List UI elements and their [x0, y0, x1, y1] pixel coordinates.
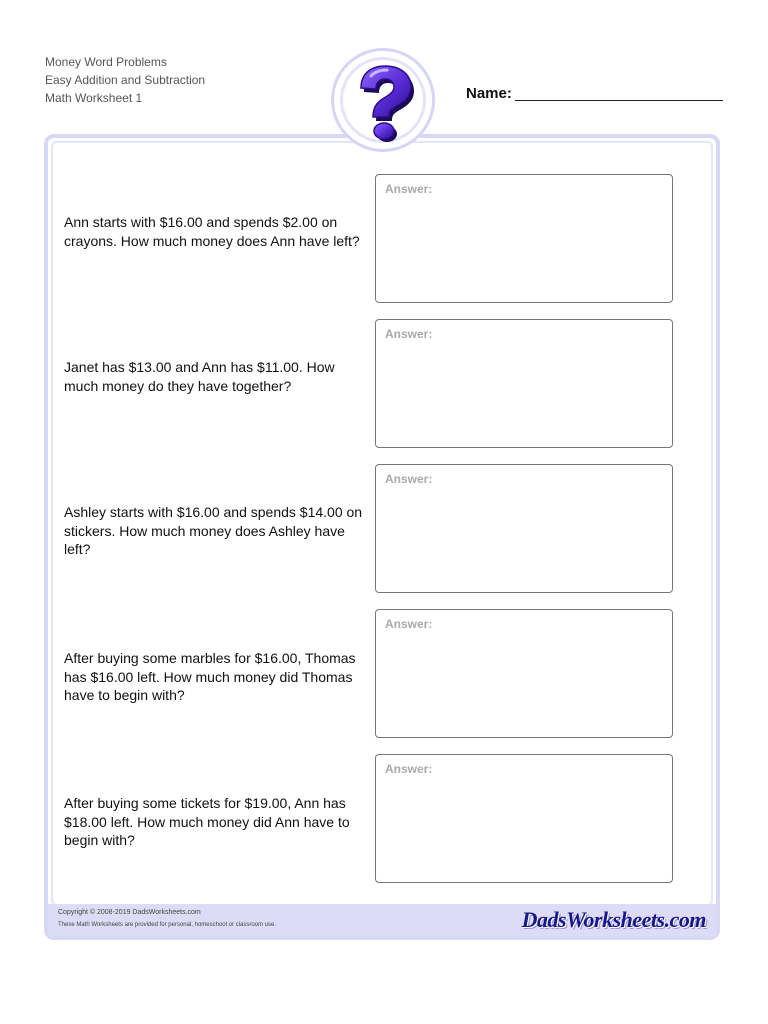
answer-box-1[interactable]: [375, 174, 673, 303]
name-label: Name:: [466, 85, 512, 102]
name-field[interactable]: [515, 100, 723, 101]
footer-bar: [48, 904, 716, 936]
problem-3-text: Ashley starts with $16.00 and spends $14.00 on stickers. How much money does Ashley have left?: [64, 504, 363, 557]
brand-logo[interactable]: DadsWorksheets.com: [521, 907, 706, 932]
answer-box-3[interactable]: [375, 464, 673, 593]
logo-badge: [331, 48, 435, 152]
worksheet-header: [45, 53, 205, 107]
problem-2-text: Janet has $13.00 and Ann has $11.00. How much money do they have together?: [64, 359, 335, 394]
worksheet-category: Money Word Problems: [45, 55, 167, 69]
answer-label: Answer:: [385, 762, 433, 776]
problem-5-text: After buying some tickets for $19.00, Ann has $18.00 left. How much money did Ann have to begin with?: [64, 795, 350, 848]
answer-box-2[interactable]: [375, 319, 673, 448]
worksheet-subtitle: Easy Addition and Subtraction: [45, 73, 206, 87]
answer-label: Answer:: [385, 472, 433, 486]
answer-box-4[interactable]: [375, 609, 673, 738]
problem-1-text: Ann starts with $16.00 and spends $2.00 on crayons. How much money does Ann have left?: [64, 214, 360, 249]
disclaimer-text: These Math Worksheets are provided for personal, homeschool or classroom use.: [58, 922, 276, 928]
answer-label: Answer:: [385, 327, 433, 341]
answer-box-5[interactable]: [375, 754, 673, 883]
problem-4-text: After buying some marbles for $16.00, Thomas has $16.00 left. How much money did Thomas have to begin with?: [64, 650, 356, 703]
answer-label: Answer:: [385, 617, 433, 631]
answer-label: Answer:: [385, 182, 433, 196]
question-mark-icon: [347, 62, 419, 142]
copyright-text: Copyright © 2008-2019 DadsWorksheets.com: [58, 909, 201, 916]
worksheet-title: Math Worksheet 1: [45, 91, 143, 105]
